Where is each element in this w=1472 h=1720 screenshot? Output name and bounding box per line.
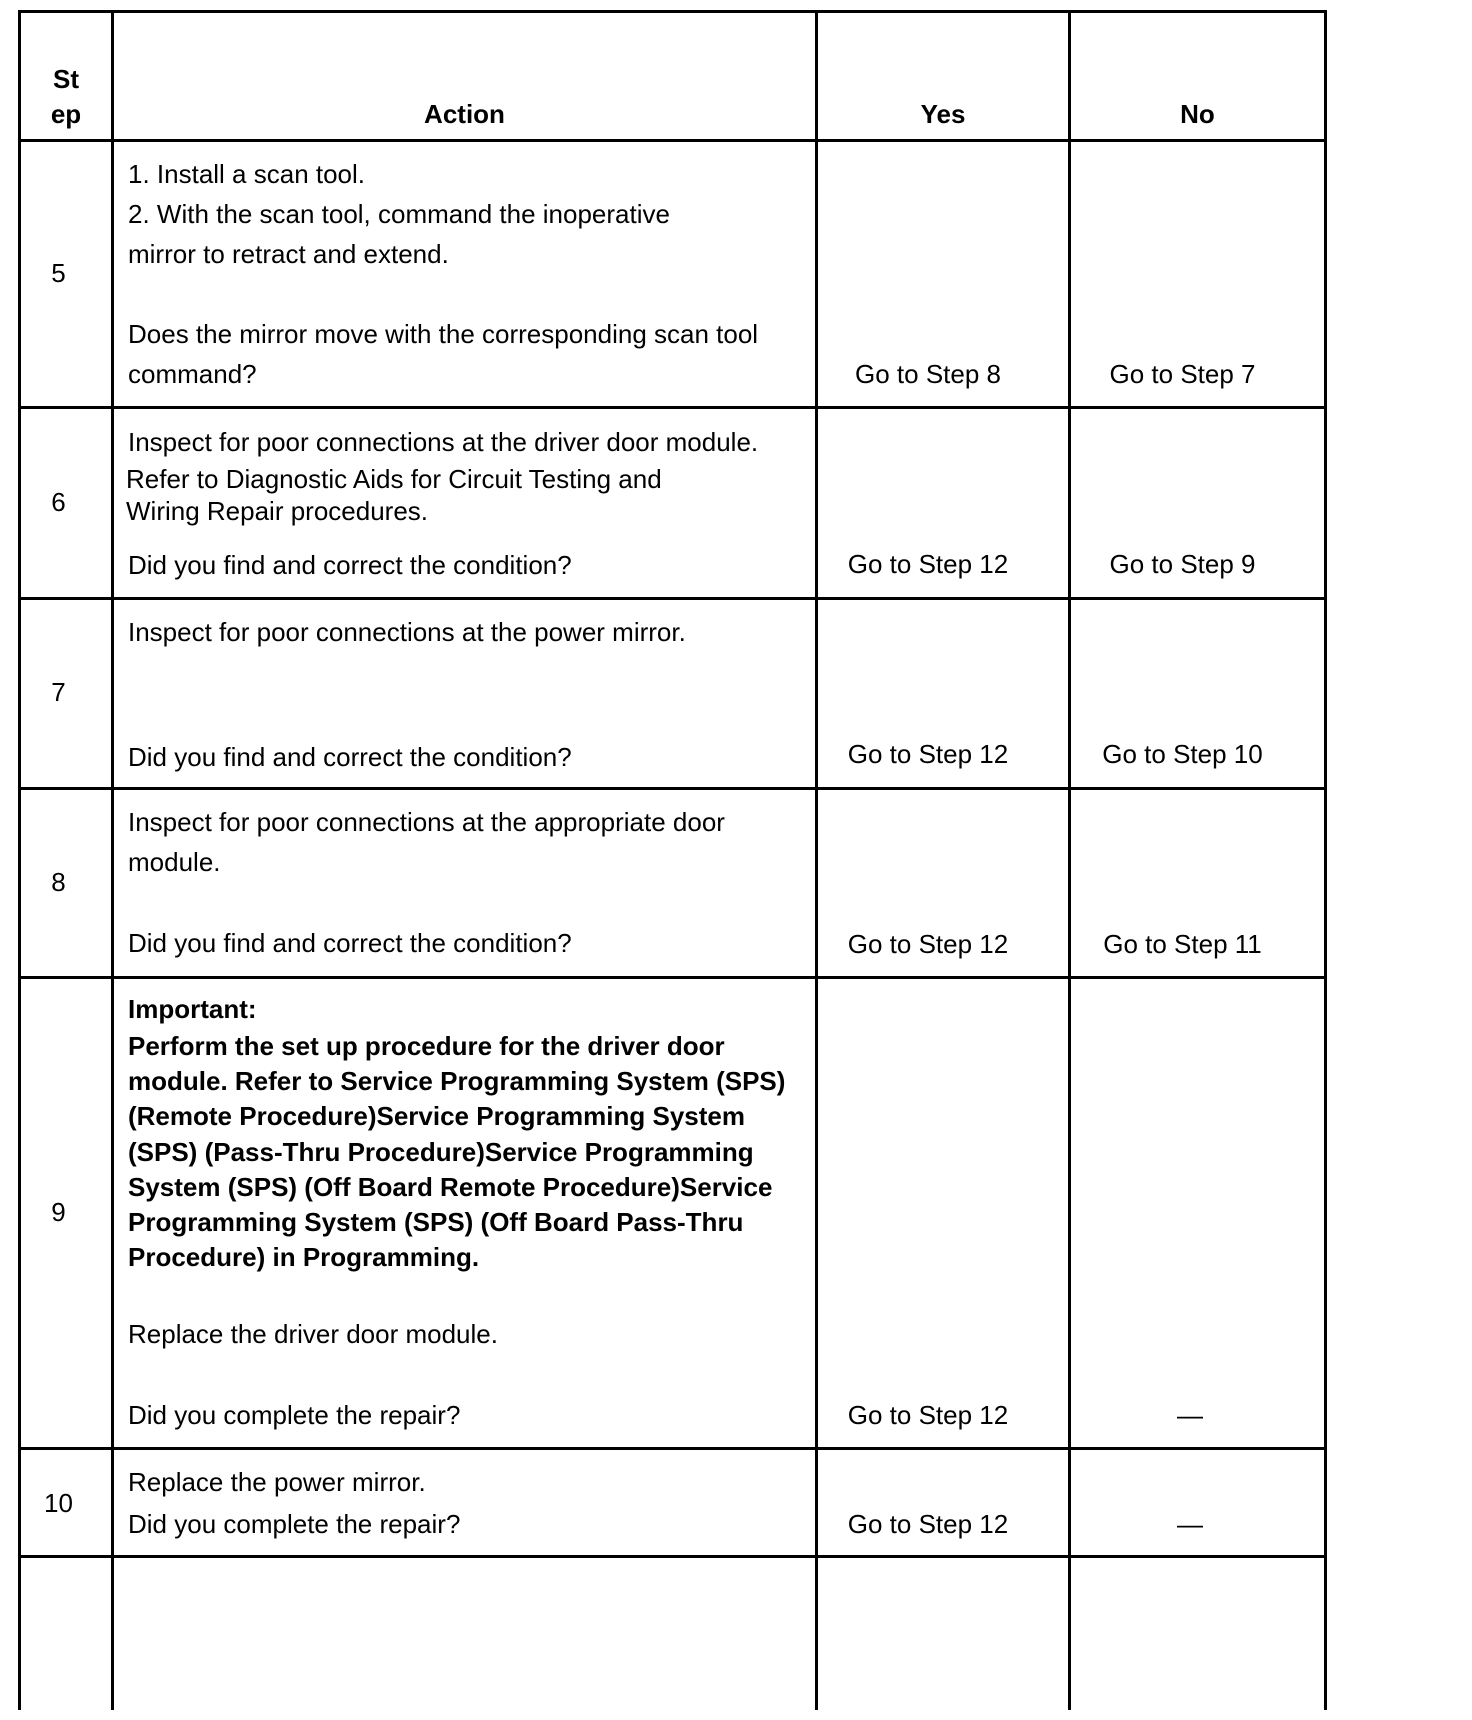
step-number: 6 <box>51 487 66 517</box>
action-text: Does the mirror move with the corresponding scan tool <box>128 319 759 349</box>
step-number: 5 <box>51 258 66 288</box>
table-border-right <box>1324 10 1327 1710</box>
column-divider-yes <box>1068 10 1071 1710</box>
action-text: Refer to Diagnostic Aids for Circuit Testing and <box>126 464 662 494</box>
column-divider-action <box>815 10 818 1710</box>
important-text: Procedure) in Programming. <box>128 1242 480 1272</box>
action-text: Did you find and correct the condition? <box>128 742 572 772</box>
row-divider-header <box>18 139 1327 142</box>
header-step-line2: ep <box>50 99 82 129</box>
action-text: 2. With the scan tool, command the inoperative <box>128 199 670 229</box>
yes-result: Go to Step 12 <box>847 1509 1009 1539</box>
yes-result: Go to Step 8 <box>855 359 1001 389</box>
no-result: Go to Step 9 <box>1109 549 1256 579</box>
yes-result: Go to Step 12 <box>847 739 1009 769</box>
step-number: 8 <box>51 867 66 897</box>
yes-result: Go to Step 12 <box>847 929 1009 959</box>
row-divider-6 <box>18 597 1327 600</box>
action-text: Inspect for poor connections at the driver door module. <box>128 427 759 457</box>
header-step-line1: St <box>53 64 79 94</box>
no-result: — <box>1177 1509 1203 1539</box>
important-text: System (SPS) (Off Board Remote Procedure)Service <box>128 1172 773 1202</box>
important-text: module. Refer to Service Programming System (SPS) <box>128 1066 786 1096</box>
row-divider-5 <box>18 406 1327 409</box>
header-action: Action <box>424 99 505 129</box>
no-result: Go to Step 10 <box>1102 739 1263 769</box>
row-divider-9 <box>18 1447 1327 1450</box>
action-text: Did you find and correct the condition? <box>128 550 572 580</box>
action-text: Inspect for poor connections at the power mirror. <box>128 617 686 647</box>
action-text: Replace the power mirror. <box>128 1467 426 1497</box>
action-text: 1. Install a scan tool. <box>128 159 366 189</box>
action-text: Did you find and correct the condition? <box>128 928 572 958</box>
no-result: — <box>1177 1400 1203 1430</box>
no-result: Go to Step 7 <box>1109 359 1256 389</box>
table-border-bottom <box>18 1555 1327 1558</box>
yes-result: Go to Step 12 <box>847 549 1009 579</box>
important-text: Programming System (SPS) (Off Board Pass-Thru <box>128 1207 744 1237</box>
action-text: command? <box>128 359 257 389</box>
row-divider-7 <box>18 787 1327 790</box>
table-border-top <box>18 10 1327 13</box>
yes-result: Go to Step 12 <box>847 1400 1009 1430</box>
important-heading: Important: <box>128 994 257 1024</box>
step-number: 9 <box>51 1197 66 1227</box>
step-number: 7 <box>51 677 66 707</box>
important-text: (Remote Procedure)Service Programming System <box>128 1101 745 1131</box>
action-text: Wiring Repair procedures. <box>126 496 429 526</box>
action-text: Did you complete the repair? <box>128 1400 461 1430</box>
header-yes: Yes <box>920 99 966 129</box>
column-divider-step <box>111 10 114 1710</box>
important-text: Perform the set up procedure for the driver door <box>128 1031 725 1061</box>
no-result: Go to Step 11 <box>1103 929 1262 959</box>
action-text: module. <box>128 847 221 877</box>
header-no: No <box>1180 99 1215 129</box>
step-number: 10 <box>44 1488 73 1518</box>
action-text: Inspect for poor connections at the appropriate door <box>128 807 725 837</box>
action-text: Did you complete the repair? <box>128 1509 461 1539</box>
important-text: (SPS) (Pass-Thru Procedure)Service Programming <box>128 1137 754 1167</box>
row-divider-8 <box>18 976 1327 979</box>
action-text: mirror to retract and extend. <box>128 239 449 269</box>
action-text: Replace the driver door module. <box>128 1319 498 1349</box>
